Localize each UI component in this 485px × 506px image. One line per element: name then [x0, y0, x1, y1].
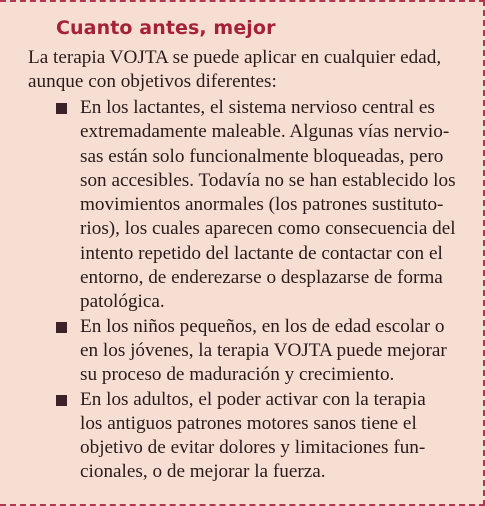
item-line: En los adultos, el poder activar con la terapia — [80, 388, 426, 410]
item-line: movimientos anormales (los patrones sustituto- — [80, 194, 444, 216]
intro-line: aunque con objetivos diferentes: — [28, 70, 277, 92]
square-bullet-icon — [56, 103, 67, 114]
bullet-list — [50, 96, 470, 485]
item-line: En los lactantes, el sistema nervioso central es — [80, 97, 435, 118]
item-line: patológica. — [80, 291, 165, 313]
intro-line: La terapia VOJTA se puede aplicar en cualquier edad, — [28, 47, 442, 68]
item-line: rios), los cuales aparecen como consecuencia del — [80, 218, 456, 240]
box-title: Cuanto antes, mejor — [56, 17, 276, 39]
item-line: los antiguos patrones motores sanos tiene el — [80, 412, 417, 434]
square-bullet-icon — [56, 322, 67, 333]
list-item — [50, 388, 470, 485]
item-line: extremadamente maleable. Algunas vías nervio- — [80, 121, 450, 143]
item-line: entorno, de enderezarse o desplazarse de forma — [80, 267, 443, 289]
square-bullet-icon — [56, 395, 67, 406]
item-line: son accesibles. Todavía no se han establecido los — [80, 169, 456, 191]
item-line: en los jóvenes, la terapia VOJTA puede mejorar — [80, 339, 447, 361]
item-line: su proceso de maduración y crecimiento. — [80, 364, 395, 386]
intro-paragraph — [28, 46, 468, 94]
list-item — [50, 315, 470, 388]
item-line: sas están solo funcionalmente bloqueadas, pero — [80, 145, 444, 167]
item-line: cionales, o de mejorar la fuerza. — [80, 461, 326, 483]
list-item — [50, 96, 470, 315]
item-line: intento repetido del lactante de contactar con el — [80, 242, 443, 264]
item-line: objetivo de evitar dolores y limitaciones fun- — [80, 437, 426, 459]
item-line: En los niños pequeños, en los de edad escolar o — [80, 315, 445, 337]
